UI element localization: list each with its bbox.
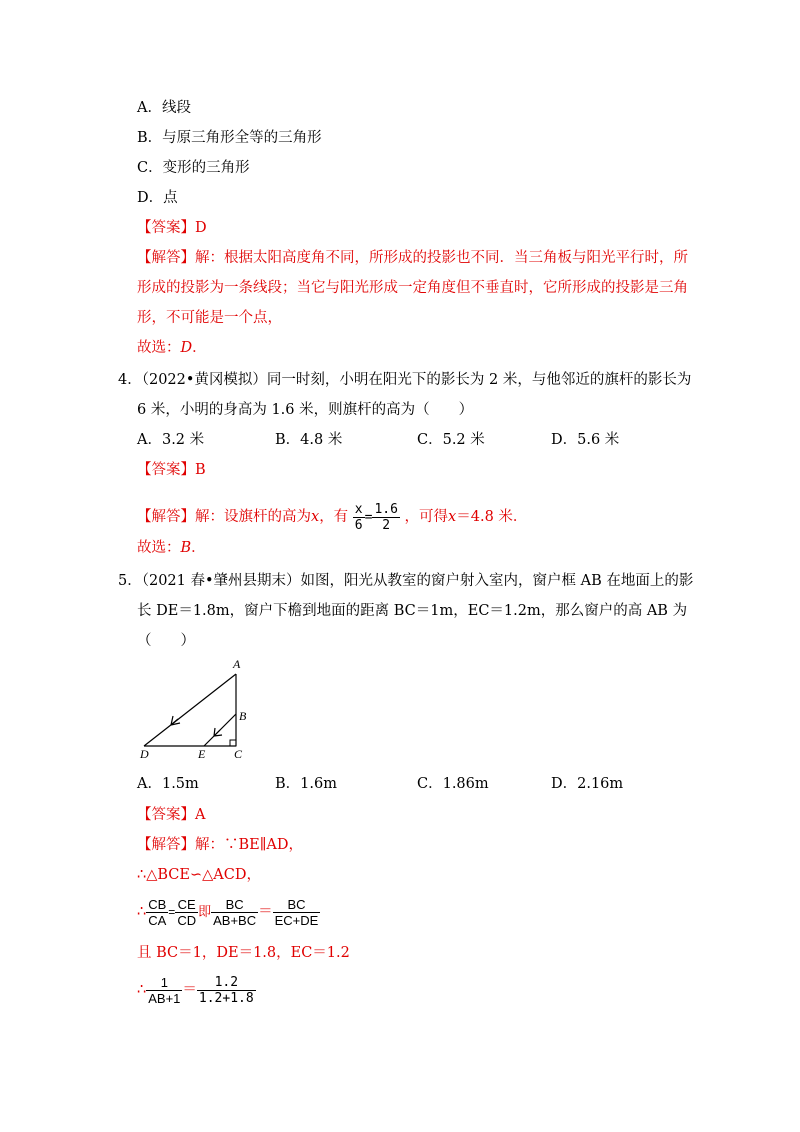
q5-option-d: D．2.16m xyxy=(551,776,624,792)
equals-sign: = xyxy=(168,905,176,919)
fraction-denominator: CD xyxy=(177,912,197,928)
equals-sign: ＝ xyxy=(182,982,197,998)
q4-option-a: A．3.2 米 xyxy=(137,432,205,448)
fraction-numerator: CB xyxy=(148,896,167,912)
fraction-denominator: 6 xyxy=(354,517,363,533)
line-AD xyxy=(144,674,236,746)
q5-option-a: A．1.5m xyxy=(137,776,199,792)
triangle-figure xyxy=(136,654,266,762)
right-angle-mark xyxy=(230,740,236,746)
label-C: C xyxy=(234,747,243,761)
fraction-bc-ecde xyxy=(273,897,321,928)
label-D: D xyxy=(140,747,149,761)
label-A: A xyxy=(233,657,241,671)
fraction-numerator: 1.2 xyxy=(197,975,256,991)
equals-sign: ＝ xyxy=(258,904,273,920)
q5-analysis-line-2: ∴△BCE∽△ACD， xyxy=(137,867,261,883)
fraction-denominator: 1.2+1.8 xyxy=(198,990,254,1006)
q5-answer: 【答案】A xyxy=(137,807,206,823)
q5-substitution-equation xyxy=(137,968,256,1012)
therefore-symbol: ∴ xyxy=(137,982,147,998)
q4-conclusion xyxy=(137,538,206,558)
q3-option-b: B．与原三角形全等的三角形 xyxy=(137,130,322,146)
fraction-x-over-6 xyxy=(353,502,365,533)
q5-stem-line-3: （ ） xyxy=(137,633,195,649)
namely-word: 即 xyxy=(198,905,212,920)
analysis-text: 【解答】解：设旗杆的高为 xyxy=(137,509,311,525)
fraction-1-ab1 xyxy=(146,975,182,1006)
q5-given-values: 且 BC＝1，DE＝1.8，EC＝1.2 xyxy=(137,945,350,961)
q5-analysis-line-1: 【解答】解：∵BE∥AD， xyxy=(137,837,304,853)
label-B: B xyxy=(239,709,247,723)
conclusion-period: ． xyxy=(191,540,206,556)
fraction-denominator: 2 xyxy=(382,517,391,533)
q3-option-d: D．点 xyxy=(137,190,178,206)
conclusion-prefix: 故选： xyxy=(137,540,181,556)
fraction-numerator: x xyxy=(354,501,363,517)
conclusion-period: ． xyxy=(192,340,207,356)
q5-option-b: B．1.6m xyxy=(275,776,337,792)
analysis-text: ，有 xyxy=(319,509,349,525)
fraction-numerator: 1 xyxy=(146,975,182,991)
q3-answer: 【答案】D xyxy=(137,220,207,236)
conclusion-choice: B xyxy=(180,540,192,556)
q3-option-a: A．线段 xyxy=(137,100,191,116)
conclusion-prefix: 故选： xyxy=(137,340,181,356)
q3-analysis-line-2: 形成的投影为一条线段；当它与阳光形成一定角度但不垂直时，它所形成的投影是三角 xyxy=(137,280,688,296)
analysis-variable: x xyxy=(311,509,320,525)
fraction-bc-abbc xyxy=(211,897,258,928)
fraction-denominator: AB+BC xyxy=(213,912,257,928)
q4-stem-line-2: 6 米，小明的身高为 1.6 米，则旗杆的高为（ ） xyxy=(137,402,474,418)
q4-option-b: B．4.8 米 xyxy=(275,432,343,448)
analysis-variable: x xyxy=(448,509,457,525)
fraction-cb-ca xyxy=(146,897,168,928)
q4-stem-line-1: 4．（2022•黄冈模拟）同一时刻，小明在阳光下的影长为 2 米，与他邻近的旗杆的影长为 xyxy=(118,372,692,388)
fraction-1.6-over-2 xyxy=(372,502,399,533)
q4-option-c: C．5.2 米 xyxy=(417,432,485,448)
fraction-1.2-over-sum xyxy=(197,975,256,1006)
fraction-denominator: EC+DE xyxy=(274,912,319,928)
q5-ratio-equation xyxy=(137,890,320,934)
analysis-text: ＝4.8 米． xyxy=(456,509,528,525)
equals-sign: = xyxy=(364,510,373,525)
arrow-on-AD xyxy=(171,716,180,725)
fraction-ce-cd xyxy=(175,897,198,928)
q3-analysis-line-1: 【解答】解：根据太阳高度角不同，所形成的投影也不同．当三角板与阳光平行时，所 xyxy=(137,250,688,266)
q4-analysis xyxy=(137,492,527,542)
fraction-numerator: 1.6 xyxy=(374,501,398,517)
label-E: E xyxy=(198,747,206,761)
q3-analysis-line-3: 形，不可能是一个点， xyxy=(137,310,282,326)
fraction-denominator: AB+1 xyxy=(148,990,181,1006)
conclusion-choice: D xyxy=(180,340,193,356)
therefore-symbol: ∴ xyxy=(137,904,147,920)
q3-option-c: C．变形的三角形 xyxy=(137,160,250,176)
q5-option-c: C．1.86m xyxy=(417,776,489,792)
q4-answer: 【答案】B xyxy=(137,462,206,478)
q5-stem-line-1: 5．（2021 春•肇州县期末）如图，阳光从教室的窗户射入室内，窗户框 AB 在地面上的影 xyxy=(118,573,694,589)
q5-stem-line-2: 长 DE＝1.8m，窗户下檐到地面的距离 BC＝1m，EC＝1.2m，那么窗户的高 AB 为 xyxy=(137,603,688,619)
fraction-denominator: CA xyxy=(148,912,167,928)
fraction-numerator: BC xyxy=(211,897,258,913)
fraction-numerator: CE xyxy=(175,897,198,913)
q4-option-d: D．5.6 米 xyxy=(551,432,620,448)
q3-conclusion xyxy=(137,338,207,358)
analysis-text: ，可得 xyxy=(404,509,449,525)
fraction-numerator: BC xyxy=(273,897,321,913)
